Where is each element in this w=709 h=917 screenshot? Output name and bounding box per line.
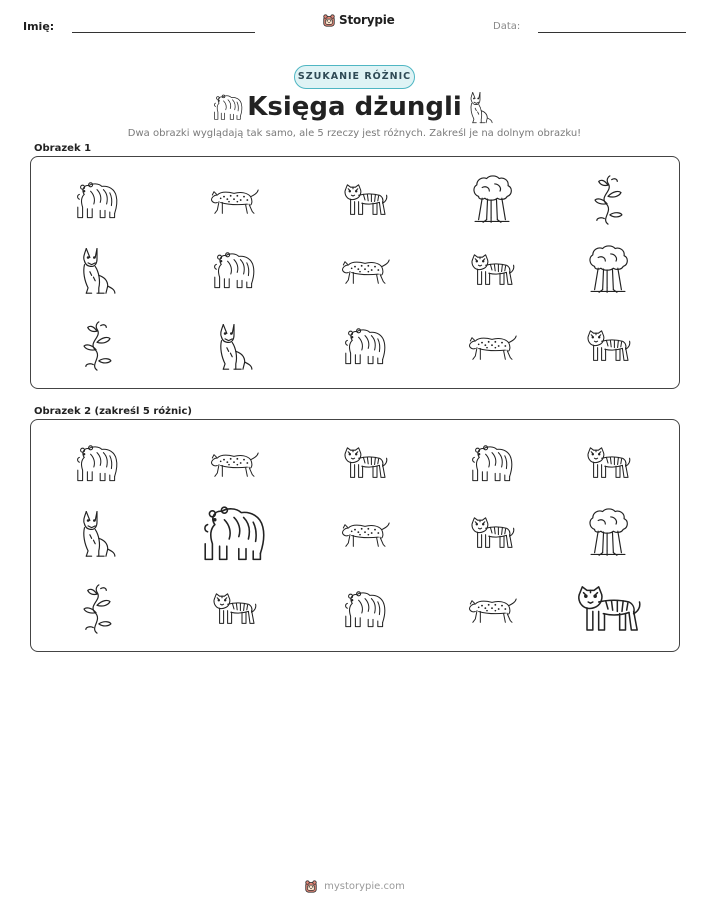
picture-cell: [469, 175, 515, 225]
footer: [0, 879, 709, 893]
name-line[interactable]: [72, 32, 255, 33]
picture-cell: [585, 245, 631, 295]
picture-cell: [214, 321, 254, 371]
picture-panel-2[interactable]: [30, 419, 680, 652]
picture-cell: [340, 253, 390, 287]
leopard-icon: [340, 253, 390, 287]
leopard-icon: [467, 592, 517, 626]
picture-panel-1: [30, 156, 680, 389]
leopard-icon: [209, 446, 259, 480]
brand-logo: [322, 13, 395, 27]
storypie-mascot-icon: [304, 879, 318, 893]
picture-cell: [80, 320, 114, 372]
bear-icon: [468, 443, 516, 483]
leopard-icon: [467, 329, 517, 363]
picture-cell[interactable]: [210, 591, 258, 627]
wolf-icon: [77, 245, 117, 295]
wolf-icon: [77, 508, 117, 558]
picture-cell[interactable]: [573, 583, 643, 635]
picture-cell: [584, 328, 632, 364]
bear-icon: [341, 589, 389, 629]
picture-cell[interactable]: [77, 508, 117, 558]
picture-cell: [591, 174, 625, 226]
tiger-icon: [468, 515, 516, 551]
tiger-icon: [584, 328, 632, 364]
panel-1-label: Obrazek 1: [34, 143, 92, 154]
picture-cell: [467, 329, 517, 363]
bear-icon: [341, 326, 389, 366]
picture-cell: [210, 250, 258, 290]
footer-url: mystorypie.com: [324, 880, 405, 892]
wolf-icon: [466, 90, 494, 124]
picture-cell[interactable]: [340, 516, 390, 550]
picture-cell[interactable]: [584, 445, 632, 481]
wolf-icon: [214, 321, 254, 371]
tree-icon: [469, 175, 515, 225]
tiger-icon: [573, 583, 643, 635]
tree-icon: [585, 508, 631, 558]
picture-cell: [209, 183, 259, 217]
picture-cell: [73, 180, 121, 220]
brand-name: Storypie: [339, 13, 395, 27]
picture-cell[interactable]: [209, 446, 259, 480]
bear-icon: [210, 250, 258, 290]
instructions: Dwa obrazki wyglądają tak samo, ale 5 rzeczy jest różnych. Zakreśl je na dolnym obrazku!: [127, 128, 582, 139]
date-label: Data:: [493, 21, 521, 32]
tiger-icon: [341, 182, 389, 218]
leopard-icon: [340, 516, 390, 550]
picture-cell[interactable]: [198, 503, 270, 563]
tree-icon: [585, 245, 631, 295]
panel-2-label: Obrazek 2 (zakreśl 5 różnic): [34, 406, 192, 417]
worksheet-header: [0, 0, 709, 50]
name-label: Imię:: [23, 20, 55, 33]
tiger-icon: [468, 252, 516, 288]
picture-cell[interactable]: [467, 592, 517, 626]
picture-cell[interactable]: [468, 443, 516, 483]
picture-cell: [341, 326, 389, 366]
vine-icon: [80, 320, 114, 372]
vine-icon: [591, 174, 625, 226]
tiger-icon: [210, 591, 258, 627]
picture-cell: [468, 252, 516, 288]
picture-cell: [77, 245, 117, 295]
picture-cell[interactable]: [341, 445, 389, 481]
bear-icon: [73, 180, 121, 220]
leopard-icon: [209, 183, 259, 217]
date-line[interactable]: [538, 32, 686, 33]
picture-cell: [341, 182, 389, 218]
storypie-mascot-icon: [322, 13, 336, 27]
picture-cell[interactable]: [468, 515, 516, 551]
bear-icon: [73, 443, 121, 483]
picture-cell[interactable]: [73, 443, 121, 483]
page-title: Księga dżungli: [247, 92, 462, 122]
picture-cell[interactable]: [80, 583, 114, 635]
tiger-icon: [584, 445, 632, 481]
tiger-icon: [341, 445, 389, 481]
vine-icon: [80, 583, 114, 635]
picture-cell[interactable]: [585, 508, 631, 558]
bear-icon: [198, 503, 270, 563]
category-badge: SZUKANIE RÓŻNIC: [294, 65, 415, 89]
picture-cell[interactable]: [341, 589, 389, 629]
